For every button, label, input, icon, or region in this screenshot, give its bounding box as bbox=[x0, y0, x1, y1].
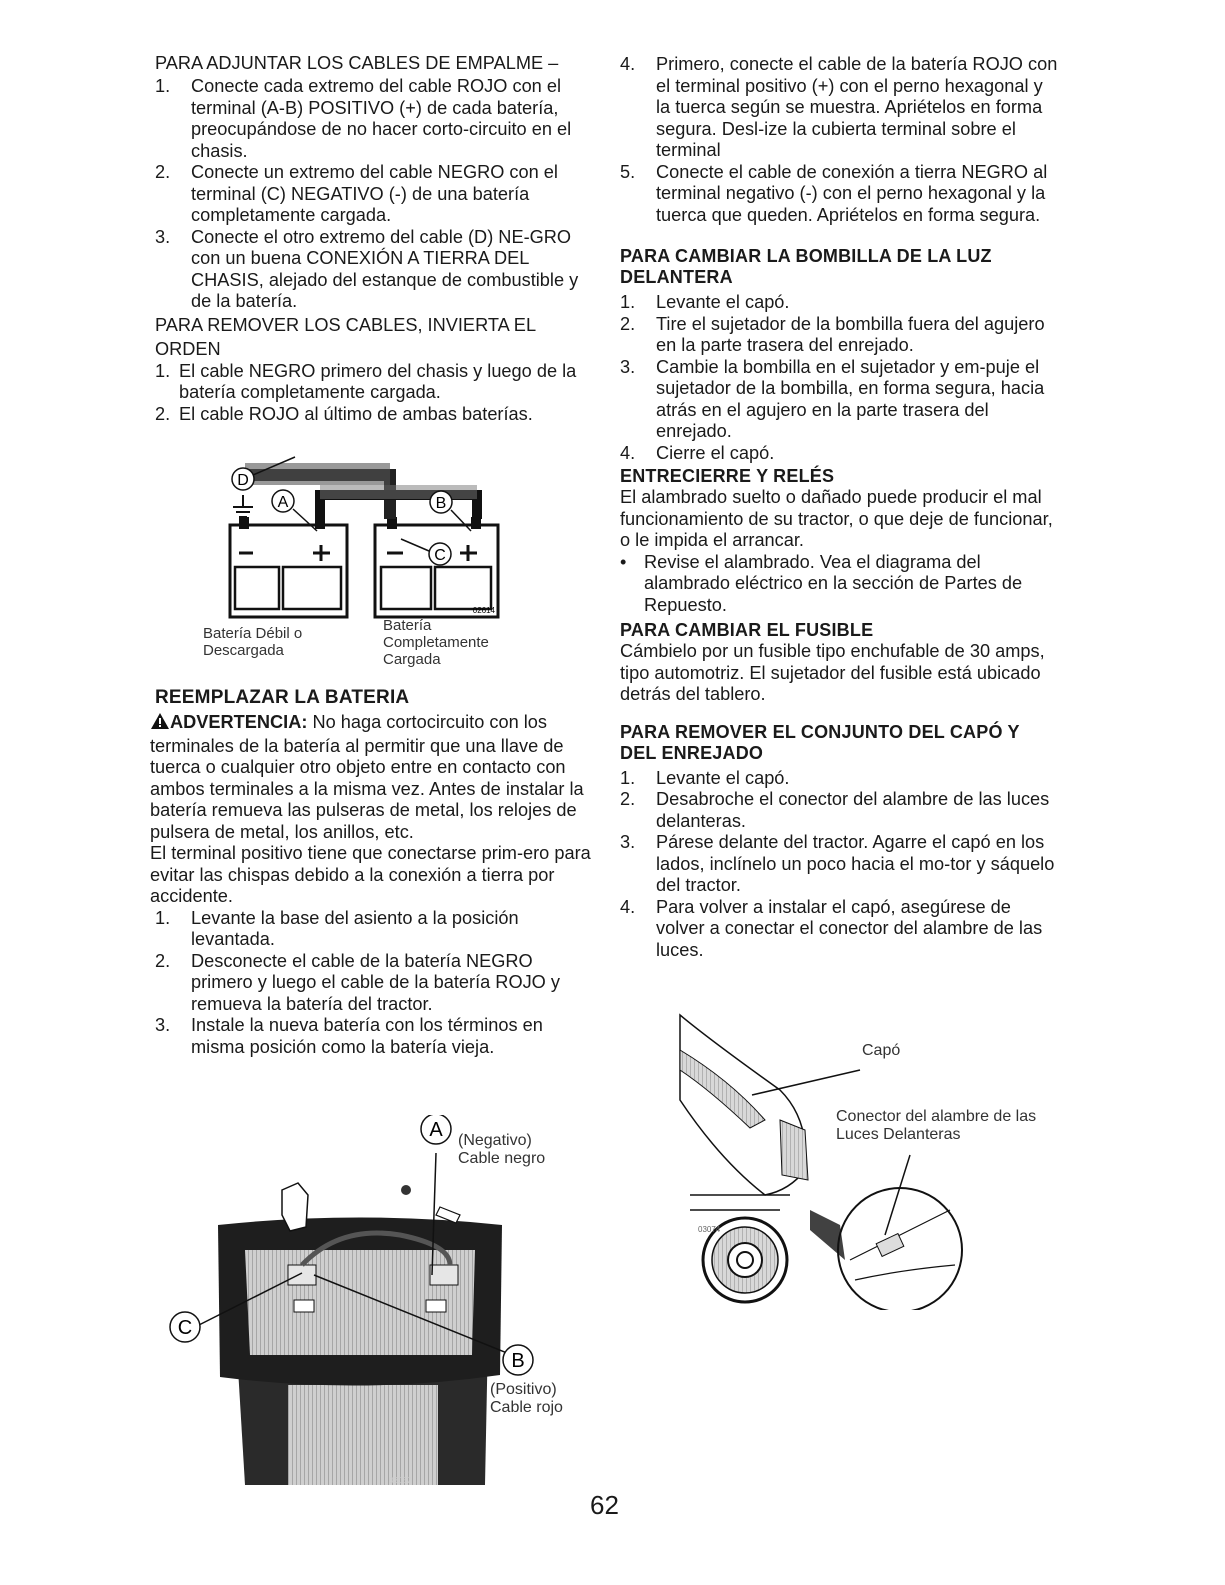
hood-heading: PARA REMOVER EL CONJUNTO DEL CAPÓ Y DEL ENREJADO bbox=[620, 721, 1020, 763]
hood-steps-list bbox=[620, 768, 1060, 962]
list-item: 4. Cierre el capó. bbox=[620, 442, 775, 463]
replace-heading: REEMPLAZAR LA BATERIA bbox=[155, 687, 410, 708]
warning-triangle-icon bbox=[150, 712, 170, 736]
weak-battery-caption: Batería Débil o Descargada bbox=[203, 625, 303, 659]
figure-code: 03037 bbox=[388, 1476, 412, 1485]
label-b: B bbox=[511, 1350, 525, 1372]
list-item: 2. Desconecte el cable de la batería NEGRO primero y luego el cable de la batería ROJO y remueva la batería del tractor. bbox=[155, 950, 560, 1014]
right-column bbox=[620, 54, 1060, 961]
list-item: 1. El cable NEGRO primero del chasis y luego de la batería completamente cargada. bbox=[155, 360, 577, 402]
list-item: 1. Levante la base del asiento a la posición levantada. bbox=[155, 907, 519, 949]
full-battery-caption: Batería Completamente Cargada bbox=[383, 617, 489, 668]
negative-label: (Negativo) Cable negro bbox=[458, 1132, 546, 1167]
warning-paragraph bbox=[150, 712, 595, 843]
positive-label: (Positivo) Cable rojo bbox=[490, 1381, 563, 1416]
relay-text: El alambrado suelto o dañado puede producir el mal funcionamiento de su tractor, o que deje de funcionar, o le impida el arrancar. bbox=[620, 487, 1053, 550]
figure-code: 03074 bbox=[698, 1225, 721, 1234]
left-column bbox=[150, 50, 595, 1058]
battery-steps-continued bbox=[620, 54, 1060, 226]
list-item: 1. Levante el capó. bbox=[620, 292, 790, 312]
relay-heading: ENTRECIERRE Y RELÉS bbox=[620, 466, 835, 486]
hood-connector-illustration bbox=[670, 1010, 1060, 1310]
warning-label: ADVERTENCIA: bbox=[170, 712, 308, 732]
list-item: 4. Primero, conecte el cable de la batería ROJO con el terminal positivo (+) con el perno hexagonal y la tuerca según se muestra. Apriételos en forma segura. Desl-ize la cubierta terminal sobre el terminal bbox=[620, 54, 1058, 160]
battery-box-svg bbox=[160, 1115, 600, 1500]
relay-bullet: • Revise el alambrado. Vea el diagrama del alambrado eléctrico en la sección de Partes de Repuesto. bbox=[620, 551, 1023, 615]
jumper-cable-diagram bbox=[155, 435, 595, 675]
bulb-steps-list bbox=[620, 292, 1060, 464]
positive-note: El terminal positivo tiene que conectarse prim-ero para evitar las chispas debido a la conexión a tierra por accidente. bbox=[150, 843, 591, 906]
list-item: 2. Desabroche el conector del alambre de las luces delanteras. bbox=[620, 789, 1050, 831]
hood-label: Capó bbox=[862, 1042, 901, 1059]
replace-steps-list bbox=[155, 908, 595, 1059]
label-c: C bbox=[434, 547, 446, 564]
list-item: 2. Tire el sujetador de la bombilla fuera del agujero en la parte trasera del enrejado. bbox=[620, 313, 1045, 355]
list-item: 4. Para volver a instalar el capó, asegúrese de volver a conectar el conector del alambre de las luces. bbox=[620, 896, 1043, 960]
list-item: 2. El cable ROJO al último de ambas baterías. bbox=[155, 403, 533, 424]
label-d: D bbox=[237, 472, 249, 489]
figure-code: 02614 bbox=[472, 606, 495, 615]
list-item: 3. Conecte el otro extremo del cable (D) NE-GRO con un buena CONEXIÓN A TIERRA DEL CHASIS, alejado del estanque de combustible y de la batería. bbox=[155, 226, 579, 311]
label-a: A bbox=[429, 1119, 443, 1141]
list-item: 5. Conecte el cable de conexión a tierra NEGRO al terminal negativo (-) con el perno hexagonal y la tuerca que queden. Apriételos en forma segura. bbox=[620, 161, 1048, 225]
fuse-text: Cámbielo por un fusible tipo enchufable de 30 amps, tipo automotriz. El sujetador del fusible está ubicado detrás del tablero. bbox=[620, 641, 1045, 704]
label-b: B bbox=[435, 495, 447, 512]
list-item: 3. Instale la nueva batería con los términos en misma posición como la batería vieja. bbox=[155, 1015, 543, 1057]
attach-steps-list bbox=[155, 76, 595, 313]
warning-text: No haga cortocircuito con los terminales de la batería al permitir que una llave de tuerca o cualquier otro objeto entre en contacto con ambos terminales a la misma vez. Antes de instalar la batería remueva las pulseras de metal, los relojes de pulsera de metal, los anillos, etc. bbox=[150, 712, 584, 842]
connector-label: Conector del alambre de las Luces Delanteras bbox=[836, 1108, 1037, 1143]
bullet-icon: • bbox=[620, 551, 627, 572]
label-c: C bbox=[177, 1317, 193, 1339]
remove-heading: PARA REMOVER LOS CABLES, INVIERTA EL ORDEN bbox=[155, 314, 536, 359]
list-item: 2. Conecte un extremo del cable NEGRO con el terminal (C) NEGATIVO (-) de una batería completamente cargada. bbox=[155, 162, 558, 225]
bulb-heading: PARA CAMBIAR LA BOMBILLA DE LA LUZ DELANTERA bbox=[620, 246, 992, 287]
page-number: 62 bbox=[590, 1490, 619, 1520]
list-item: 3. Párese delante del tractor. Agarre el capó en los lados, inclínelo un poco hacia el mo-tor y sáquelo del tractor. bbox=[620, 832, 1055, 895]
label-a: A bbox=[277, 494, 289, 511]
list-item: 1. Conecte cada extremo del cable ROJO con el terminal (A-B) POSITIVO (+) de cada batería, preocupándose de no hacer corto-circuito en el chasis. bbox=[155, 76, 572, 161]
list-item: 3. Cambie la bombilla en el sujetador y em-puje el sujetador de la bombilla, en forma segura, hacia atrás en el agujero en la parte trasera del enrejado. bbox=[620, 356, 1045, 441]
battery-box-illustration bbox=[160, 1115, 600, 1500]
fuse-heading: PARA CAMBIAR EL FUSIBLE bbox=[620, 620, 874, 640]
attach-heading: PARA ADJUNTAR LOS CABLES DE EMPALME – bbox=[155, 53, 559, 73]
list-item: 1. Levante el capó. bbox=[620, 767, 790, 788]
remove-steps-list bbox=[155, 361, 595, 426]
